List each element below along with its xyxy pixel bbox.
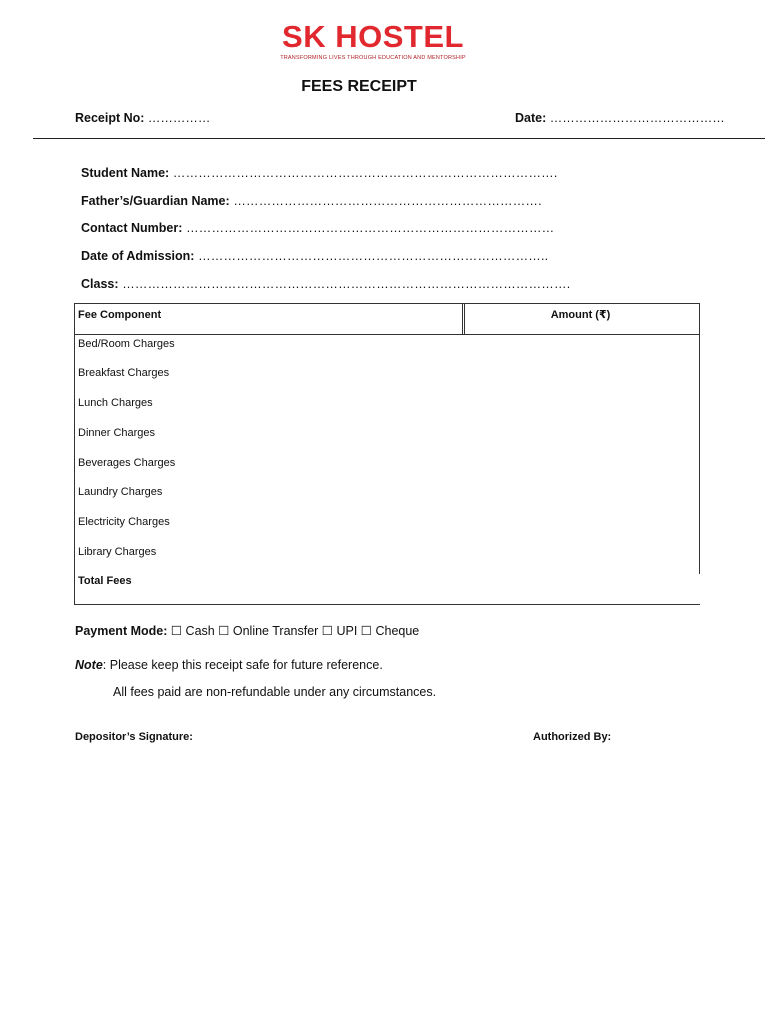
total-fees-row: Total Fees: [78, 575, 132, 587]
contact-number-field: [81, 221, 554, 235]
field-label: Father’s/Guardian Name:: [81, 194, 230, 208]
field-blank: …………………………………………………………………………………………….: [118, 277, 571, 291]
fee-row: Laundry Charges: [78, 486, 163, 498]
document-title: FEES RECEIPT: [301, 78, 417, 95]
guardian-name-field: [81, 194, 542, 208]
note-text-1: : Please keep this receipt safe for future reference.: [102, 658, 383, 672]
depositor-signature-label: Depositor’s Signature:: [75, 731, 193, 743]
logo-tagline: TRANSFORMING LIVES THROUGH EDUCATION AND MENTORSHIP: [280, 55, 466, 61]
field-blank: ……………………………………………………………….: [229, 194, 542, 208]
fee-row: Electricity Charges: [78, 516, 170, 528]
fee-table: [74, 303, 700, 605]
fee-row: Breakfast Charges: [78, 367, 170, 379]
receipt-date-value: ……………………………………: [546, 111, 725, 125]
field-label: Contact Number:: [81, 221, 183, 235]
note-line-1: [75, 658, 383, 672]
field-blank: ………………………………………………………………………..: [194, 249, 549, 263]
field-label: Date of Admission:: [81, 249, 195, 263]
receipt-number-label: Receipt No:: [75, 111, 145, 125]
payment-mode-label: Payment Mode:: [75, 624, 168, 638]
class-field: [81, 277, 570, 291]
logo-title: SK HOSTEL: [282, 19, 464, 54]
authorized-by-label: Authorized By:: [533, 731, 612, 743]
field-blank: ……………………………………………………………………………….: [169, 166, 558, 180]
fee-row: Lunch Charges: [78, 397, 153, 409]
fee-row: Library Charges: [78, 546, 157, 558]
fee-component-header: Fee Component: [75, 304, 463, 335]
hostel-logo: [0, 20, 746, 62]
fee-row: Beverages Charges: [78, 457, 176, 469]
fee-row: Bed/Room Charges: [78, 338, 175, 350]
fee-row: Dinner Charges: [78, 427, 156, 439]
field-blank: ……………………………………………………………………………: [182, 221, 555, 235]
payment-mode-options: ☐ Cash ☐ Online Transfer ☐ UPI ☐ Cheque: [167, 624, 420, 638]
field-label: Student Name:: [81, 166, 170, 180]
receipt-date: [515, 111, 725, 125]
receipt-date-label: Date:: [515, 111, 547, 125]
receipt-number-value: ……………: [144, 111, 211, 125]
field-label: Class:: [81, 277, 119, 291]
admission-date-field: [81, 249, 548, 263]
header-divider: [33, 138, 765, 139]
amount-header: Amount (₹): [462, 304, 699, 335]
student-name-field: [81, 166, 558, 180]
table-border-gap: [697, 574, 700, 604]
note-label: Note: [75, 658, 103, 672]
note-line-2: All fees paid are non-refundable under any circumstances.: [113, 685, 437, 699]
payment-mode: [75, 623, 419, 638]
receipt-number: [75, 111, 210, 125]
